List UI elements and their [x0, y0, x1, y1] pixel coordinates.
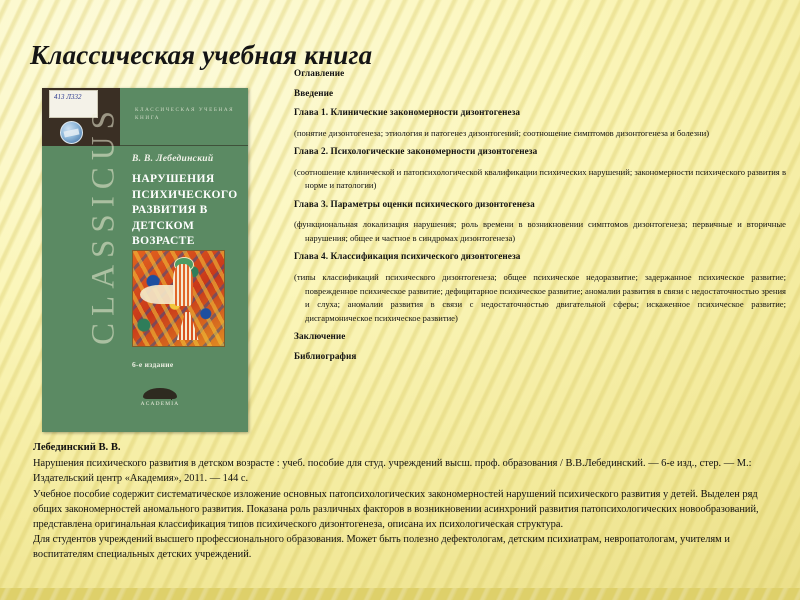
book-cover-image [42, 88, 248, 432]
toc-heading: Библиография [294, 350, 357, 361]
publisher-name: АCADEMIA [140, 401, 180, 407]
cover-edition: 6-е издание [132, 360, 174, 369]
toc-heading: Глава 2. Психологические закономерности дизонтогенеза [294, 146, 538, 157]
toc-heading: Глава 4. Классификация психического дизонтогенеза [294, 251, 521, 262]
toc-heading: Заключение [294, 331, 346, 342]
bottom-accent-band [0, 588, 800, 600]
page-title: Классическая учебная книга [30, 40, 373, 71]
cover-series-label: КЛАССИЧЕСКАЯ УЧЕБНАЯ КНИГА [135, 107, 235, 121]
toc-description: (соотношение клинической и патопсихологической квалификации психических нарушений; закономерности психического развития в норме и патологии) [294, 166, 786, 191]
cover-artwork [132, 250, 225, 347]
toc-heading: Глава 3. Параметры оценки психического дизонтогенеза [294, 198, 535, 209]
graduation-cap-icon [143, 388, 177, 399]
table-of-contents [294, 68, 786, 370]
artwork-skirt-shape [177, 312, 199, 341]
artwork-figure-shape [173, 264, 193, 306]
toc-heading: Оглавление [294, 68, 345, 78]
toc-description: (понятие дизонтогенеза; этиология и патогенез дизонтогений; соотношение симптомов дизонтогенеза и болезни) [294, 127, 710, 138]
publisher-logo [134, 388, 186, 407]
toc-description: (типы классификаций психического дизонтогенеза; общее психическое недоразвитие; задержанное психическое развитие; поврежденное психическое развитие; дефицитарное психическое развитие; аномалии развития в связи с недостаточностью зрения и слуха; аномалии развития в связи с недостаточностью двигательной сферы; искаженное психическое развитие; дисгармоническое психическое развитие) [294, 271, 786, 323]
bibliography-paragraph: Учебное пособие содержит систематическое изложение основных патопсихологических закономерностей нарушений психического развития у детей. Выделен ряд общих закономерностей аномального развития. Показана роль различных факторов в возникновении асинхроний развития патопсихологических новообразований, представлена оригинальная классификация типов психического дизонтогенеза, описана их психологическая структура. [33, 488, 759, 531]
globe-emblem-icon [60, 121, 83, 144]
cover-title: НАРУШЕНИЯ ПСИХИЧЕСКОГО РАЗВИТИЯ В ДЕТСКОМ ВОЗРАСТЕ [132, 173, 238, 247]
bibliography-paragraph: Для студентов учреждений высшего профессионального образования. Может быть полезно дефектологам, детским психиатрам, невропатологам, учителям и воспитателям специальных детских учреждений. [33, 534, 730, 561]
bibliography-author: Лебединский В. В. [33, 442, 121, 453]
cover-divider-line [120, 145, 248, 146]
toc-description: (функциональная локализация нарушения; роль времени в возникновении симптомов дизонтогенеза; первичные и вторичные нарушения; общее и частное в синдромах дизонтогенеза) [294, 219, 786, 243]
bibliography-paragraphs [33, 456, 779, 562]
toc-heading: Введение [294, 87, 334, 98]
library-sticker: 413 Л332 [49, 90, 98, 118]
toc-heading: Глава 1. Клинические закономерности дизонтогенеза [294, 107, 521, 117]
cover-spine-word: CLASSICUS [85, 104, 122, 345]
bibliography-paragraph: Нарушения психического развития в детском возрасте : учеб. пособие для студ. учреждений высш. проф. образования / В.В.Лебединский. — 6-е изд., стер. — М.: Издательский центр «Академия», 2011. — 144 с. [33, 458, 752, 485]
cover-author: В. В. Лебединский [132, 154, 214, 164]
bibliography-block [33, 440, 779, 563]
